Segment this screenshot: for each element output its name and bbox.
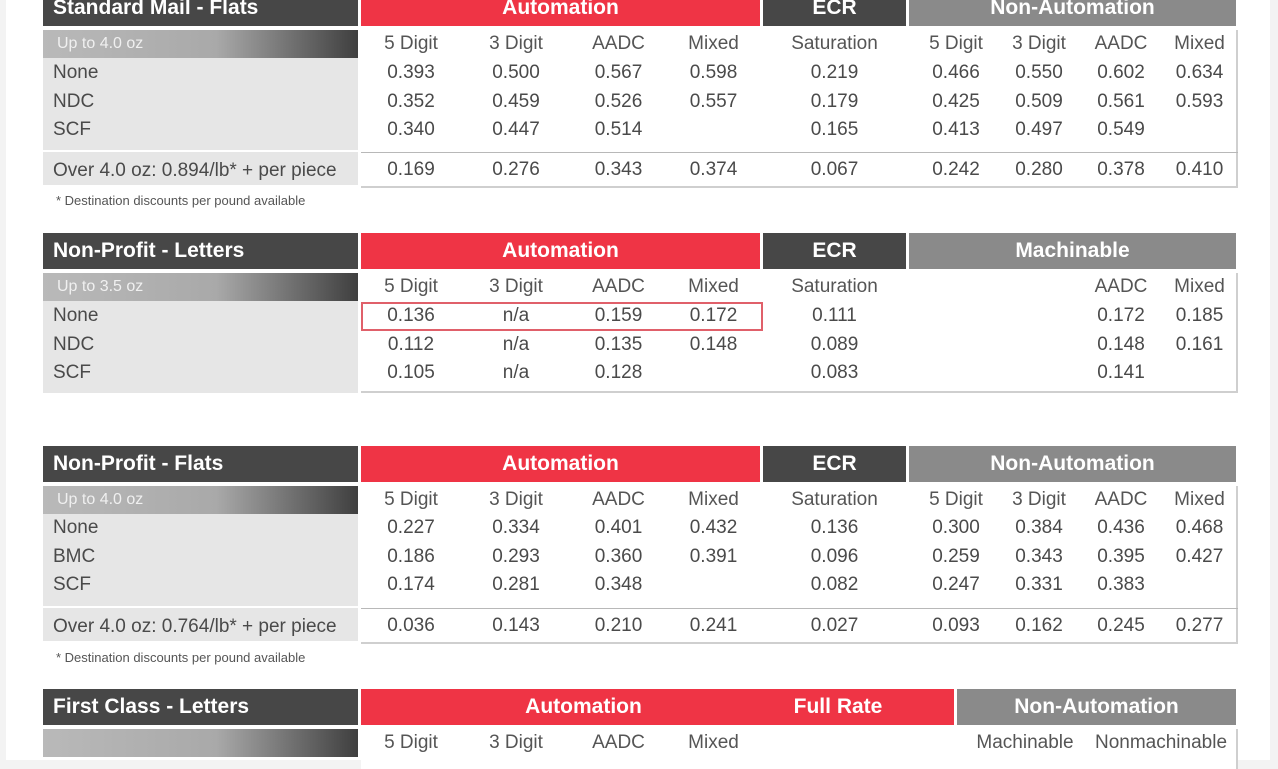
rate-cell: 0.500 — [492, 62, 540, 83]
group-automation: Automation — [525, 695, 642, 718]
rate-cell: 0.242 — [932, 159, 980, 180]
weight-bar: Up to 4.0 oz — [43, 486, 358, 514]
rate-cell: 0.331 — [1015, 574, 1063, 595]
group-ecr: ECR — [763, 233, 906, 269]
column-header: AADC — [1094, 489, 1148, 510]
rate-cell: 0.179 — [810, 91, 859, 112]
rate-cell: 0.497 — [1015, 119, 1063, 140]
rate-cell: 0.136 — [387, 305, 435, 326]
rate-cell: 0.334 — [492, 517, 540, 538]
rate-cell: 0.027 — [810, 615, 859, 636]
rate-cell: 0.067 — [810, 159, 859, 180]
column-header: AADC — [592, 489, 645, 510]
rate-cell: 0.219 — [810, 62, 859, 83]
rate-cell: 0.549 — [1097, 119, 1145, 140]
column-header: 3 Digit — [489, 33, 543, 54]
rate-cell: 0.112 — [387, 334, 435, 355]
column-header: 3 Digit — [1012, 33, 1066, 54]
row-label: SCF — [53, 574, 91, 595]
rate-cell: 0.468 — [1175, 517, 1224, 538]
rate-cell: n/a — [502, 334, 530, 355]
rate-cell: 0.459 — [492, 91, 540, 112]
column-header: Mixed — [1174, 33, 1225, 54]
rate-cell: 0.247 — [932, 574, 980, 595]
rate-cell: 0.135 — [594, 334, 643, 355]
column-header: Mixed — [688, 33, 739, 54]
rate-cell: 0.141 — [1097, 362, 1145, 383]
group-machinable: Machinable — [909, 233, 1236, 269]
rate-cell: 0.259 — [932, 546, 980, 567]
rate-cell: 0.567 — [594, 62, 643, 83]
divider — [43, 150, 358, 152]
rate-cell: 0.425 — [932, 91, 980, 112]
rate-cell: 0.277 — [1175, 615, 1224, 636]
rate-cell: 0.093 — [932, 615, 980, 636]
rate-cell: 0.245 — [1097, 615, 1145, 636]
section-title: Standard Mail - Flats — [43, 0, 358, 26]
column-header: Mixed — [688, 489, 739, 510]
row-label: None — [53, 62, 99, 83]
rate-cell: 0.432 — [689, 517, 738, 538]
column-header: 5 Digit — [929, 489, 983, 510]
rate-cell: 0.598 — [689, 62, 738, 83]
rate-cell: 0.348 — [594, 574, 643, 595]
rate-cell: 0.343 — [1015, 546, 1063, 567]
rate-cell: 0.634 — [1175, 62, 1224, 83]
rate-cell: 0.083 — [810, 362, 859, 383]
column-header: 5 Digit — [384, 276, 438, 297]
group-automation: Automation — [361, 233, 760, 269]
row-label: SCF — [53, 362, 91, 383]
group-full-rate: Full Rate — [793, 695, 883, 718]
column-header: 3 Digit — [489, 489, 543, 510]
column-header: Nonmachinable — [1094, 732, 1228, 753]
column-header: Mixed — [688, 732, 739, 753]
rate-cell: 0.096 — [810, 546, 859, 567]
column-header: Saturation — [791, 489, 878, 510]
rate-cell: 0.241 — [689, 615, 738, 636]
column-header: 3 Digit — [489, 276, 543, 297]
rate-cell: 0.410 — [1175, 159, 1224, 180]
section-title: Non-Profit - Letters — [43, 233, 358, 269]
rate-cell: 0.174 — [387, 574, 435, 595]
footnote: * Destination discounts per pound available — [56, 650, 306, 665]
rate-cell: 0.509 — [1015, 91, 1063, 112]
over-weight-label: Over 4.0 oz: 0.764/lb* + per piece — [53, 616, 337, 637]
row-label: None — [53, 305, 99, 326]
rate-cell: 0.186 — [387, 546, 435, 567]
column-header: 5 Digit — [929, 33, 983, 54]
rate-cell: 0.300 — [932, 517, 980, 538]
group-non-automation: Non-Automation — [957, 689, 1236, 725]
rate-cell: n/a — [502, 362, 530, 383]
column-header: AADC — [592, 276, 645, 297]
rate-cell: 0.162 — [1015, 615, 1063, 636]
rate-cell: 0.210 — [594, 615, 643, 636]
column-header: Saturation — [791, 276, 878, 297]
rate-cell: 0.340 — [387, 119, 435, 140]
rate-cell: 0.281 — [492, 574, 540, 595]
rate-cell: 0.393 — [387, 62, 435, 83]
column-header: AADC — [592, 732, 645, 753]
rate-cell: 0.384 — [1015, 517, 1063, 538]
rate-sheet — [6, 0, 1270, 760]
rate-cell: 0.395 — [1097, 546, 1145, 567]
rate-cell: 0.276 — [492, 159, 540, 180]
divider — [361, 152, 1238, 153]
rate-cell: 0.169 — [387, 159, 435, 180]
rate-cell: n/a — [502, 305, 530, 326]
rate-cell: 0.360 — [594, 546, 643, 567]
rate-cell: 0.227 — [387, 517, 435, 538]
column-header: Mixed — [688, 276, 739, 297]
rate-cell: 0.550 — [1015, 62, 1063, 83]
row-label: SCF — [53, 119, 91, 140]
rate-cell: 0.161 — [1175, 334, 1224, 355]
rate-cell: 0.401 — [594, 517, 643, 538]
column-header: Saturation — [791, 33, 878, 54]
column-header: 5 Digit — [384, 732, 438, 753]
row-label: None — [53, 517, 99, 538]
rate-cell: 0.036 — [387, 615, 435, 636]
rate-cell: 0.082 — [810, 574, 859, 595]
column-header: AADC — [1094, 33, 1148, 54]
column-header: Mixed — [1174, 276, 1225, 297]
over-weight-label: Over 4.0 oz: 0.894/lb* + per piece — [53, 160, 337, 181]
rate-cell: 0.557 — [689, 91, 738, 112]
column-header: Mixed — [1174, 489, 1225, 510]
rate-cell: 0.447 — [492, 119, 540, 140]
rate-cell: 0.172 — [689, 305, 738, 326]
rate-cell: 0.343 — [594, 159, 643, 180]
row-label: NDC — [53, 91, 95, 112]
rate-cell: 0.352 — [387, 91, 435, 112]
row-label: NDC — [53, 334, 95, 355]
rate-cell: 0.514 — [594, 119, 643, 140]
rate-cell: 0.172 — [1097, 305, 1145, 326]
rate-cell: 0.148 — [689, 334, 738, 355]
rate-cell: 0.089 — [810, 334, 859, 355]
rate-cell: 0.293 — [492, 546, 540, 567]
rate-cell: 0.436 — [1097, 517, 1145, 538]
rate-cell: 0.143 — [492, 615, 540, 636]
rate-cell: 0.593 — [1175, 91, 1224, 112]
rate-cell: 0.383 — [1097, 574, 1145, 595]
rate-cell: 0.165 — [810, 119, 859, 140]
column-header: AADC — [592, 33, 645, 54]
rate-cell: 0.159 — [594, 305, 643, 326]
group-non-automation: Non-Automation — [909, 0, 1236, 26]
weight-bar — [43, 729, 358, 757]
rate-cell: 0.105 — [387, 362, 435, 383]
group-automation: Automation — [361, 0, 760, 26]
group-ecr: ECR — [763, 0, 906, 26]
rate-cell: 0.128 — [594, 362, 643, 383]
group-non-automation: Non-Automation — [909, 446, 1236, 482]
weight-bar: Up to 3.5 oz — [43, 273, 358, 301]
column-header: 3 Digit — [1012, 489, 1066, 510]
rate-cell: 0.280 — [1015, 159, 1063, 180]
rate-cell: 0.466 — [932, 62, 980, 83]
rate-cell: 0.413 — [932, 119, 980, 140]
row-label: BMC — [53, 546, 96, 567]
group-ecr: ECR — [763, 446, 906, 482]
group-automation: Automation — [361, 446, 760, 482]
column-header: 3 Digit — [489, 732, 543, 753]
rate-cell: 0.427 — [1175, 546, 1224, 567]
column-header: AADC — [1094, 276, 1148, 297]
rate-cell: 0.185 — [1175, 305, 1224, 326]
section-title: First Class - Letters — [43, 689, 358, 725]
column-header: 5 Digit — [384, 33, 438, 54]
rate-cell: 0.111 — [812, 305, 857, 326]
footnote: * Destination discounts per pound available — [56, 193, 306, 208]
rate-cell: 0.136 — [810, 517, 859, 538]
section-title: Non-Profit - Flats — [43, 446, 358, 482]
column-header: 5 Digit — [384, 489, 438, 510]
rate-cell: 0.391 — [689, 546, 738, 567]
divider — [361, 608, 1238, 609]
divider — [43, 606, 358, 608]
rate-cell: 0.561 — [1097, 91, 1145, 112]
rate-cell: 0.374 — [689, 159, 738, 180]
weight-bar: Up to 4.0 oz — [43, 30, 358, 58]
rate-cell: 0.148 — [1097, 334, 1145, 355]
rate-cell: 0.378 — [1097, 159, 1145, 180]
rate-cell: 0.602 — [1097, 62, 1145, 83]
rate-cell: 0.526 — [594, 91, 643, 112]
column-header: Machinable — [976, 732, 1074, 753]
